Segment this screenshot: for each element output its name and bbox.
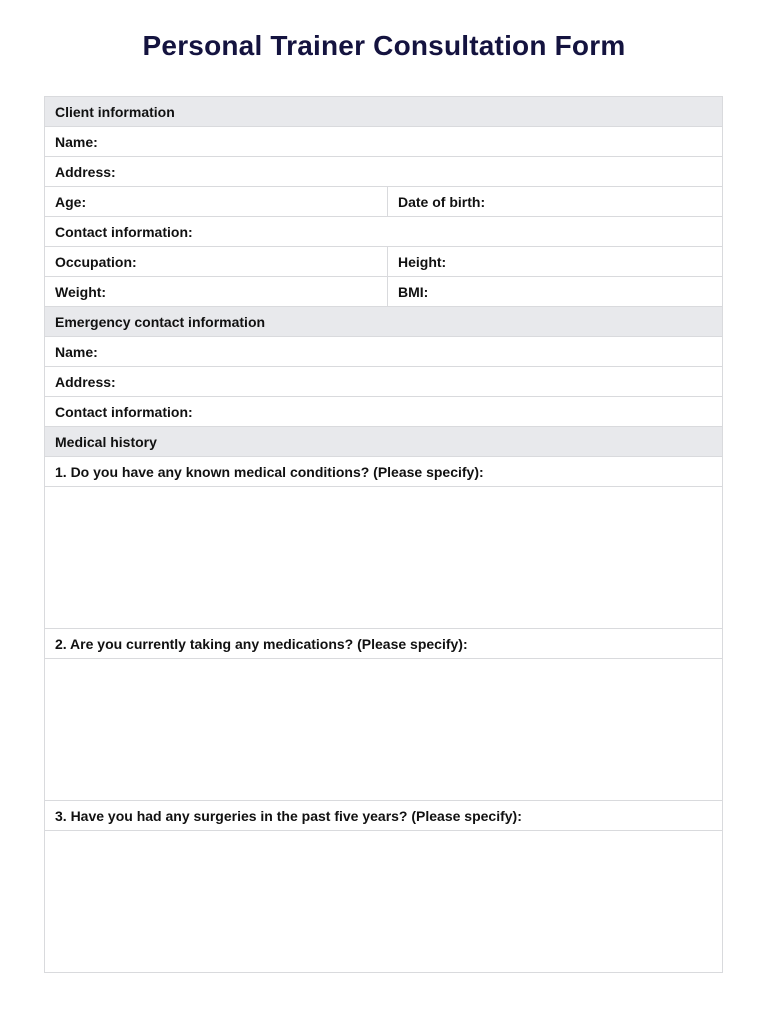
emergency-address-field[interactable]: Address: [45, 367, 723, 397]
answer-row [45, 831, 723, 973]
form-row [45, 277, 723, 307]
emergency-contact-field[interactable]: Contact information: [45, 397, 723, 427]
form-row [45, 157, 723, 187]
client-address-field[interactable]: Address: [45, 157, 723, 187]
emergency-name-field[interactable]: Name: [45, 337, 723, 367]
medical-answer-1-area[interactable] [45, 487, 723, 629]
section-header-row [45, 97, 723, 127]
client-age-field[interactable]: Age: [45, 187, 388, 217]
medical-history-heading: Medical history [45, 427, 723, 457]
client-name-field[interactable]: Name: [45, 127, 723, 157]
client-dob-field[interactable]: Date of birth: [388, 187, 723, 217]
client-information-heading: Client information [45, 97, 723, 127]
form-row [45, 217, 723, 247]
emergency-contact-heading: Emergency contact information [45, 307, 723, 337]
form-row [45, 127, 723, 157]
consultation-form-table [44, 96, 723, 973]
form-row [45, 457, 723, 487]
medical-answer-3-area[interactable] [45, 831, 723, 973]
form-row [45, 397, 723, 427]
form-row [45, 801, 723, 831]
client-height-field[interactable]: Height: [388, 247, 723, 277]
form-row [45, 629, 723, 659]
answer-row [45, 659, 723, 801]
form-row [45, 247, 723, 277]
section-header-row [45, 307, 723, 337]
medical-answer-2-area[interactable] [45, 659, 723, 801]
client-weight-field[interactable]: Weight: [45, 277, 388, 307]
client-bmi-field[interactable]: BMI: [388, 277, 723, 307]
answer-row [45, 487, 723, 629]
section-header-row [45, 427, 723, 457]
form-row [45, 187, 723, 217]
client-occupation-field[interactable]: Occupation: [45, 247, 388, 277]
medical-question-2: 2. Are you currently taking any medications? (Please specify): [45, 629, 723, 659]
medical-question-3: 3. Have you had any surgeries in the past five years? (Please specify): [45, 801, 723, 831]
form-row [45, 337, 723, 367]
form-row [45, 367, 723, 397]
medical-question-1: 1. Do you have any known medical conditions? (Please specify): [45, 457, 723, 487]
client-contact-field[interactable]: Contact information: [45, 217, 723, 247]
page-title: Personal Trainer Consultation Form [142, 30, 626, 61]
